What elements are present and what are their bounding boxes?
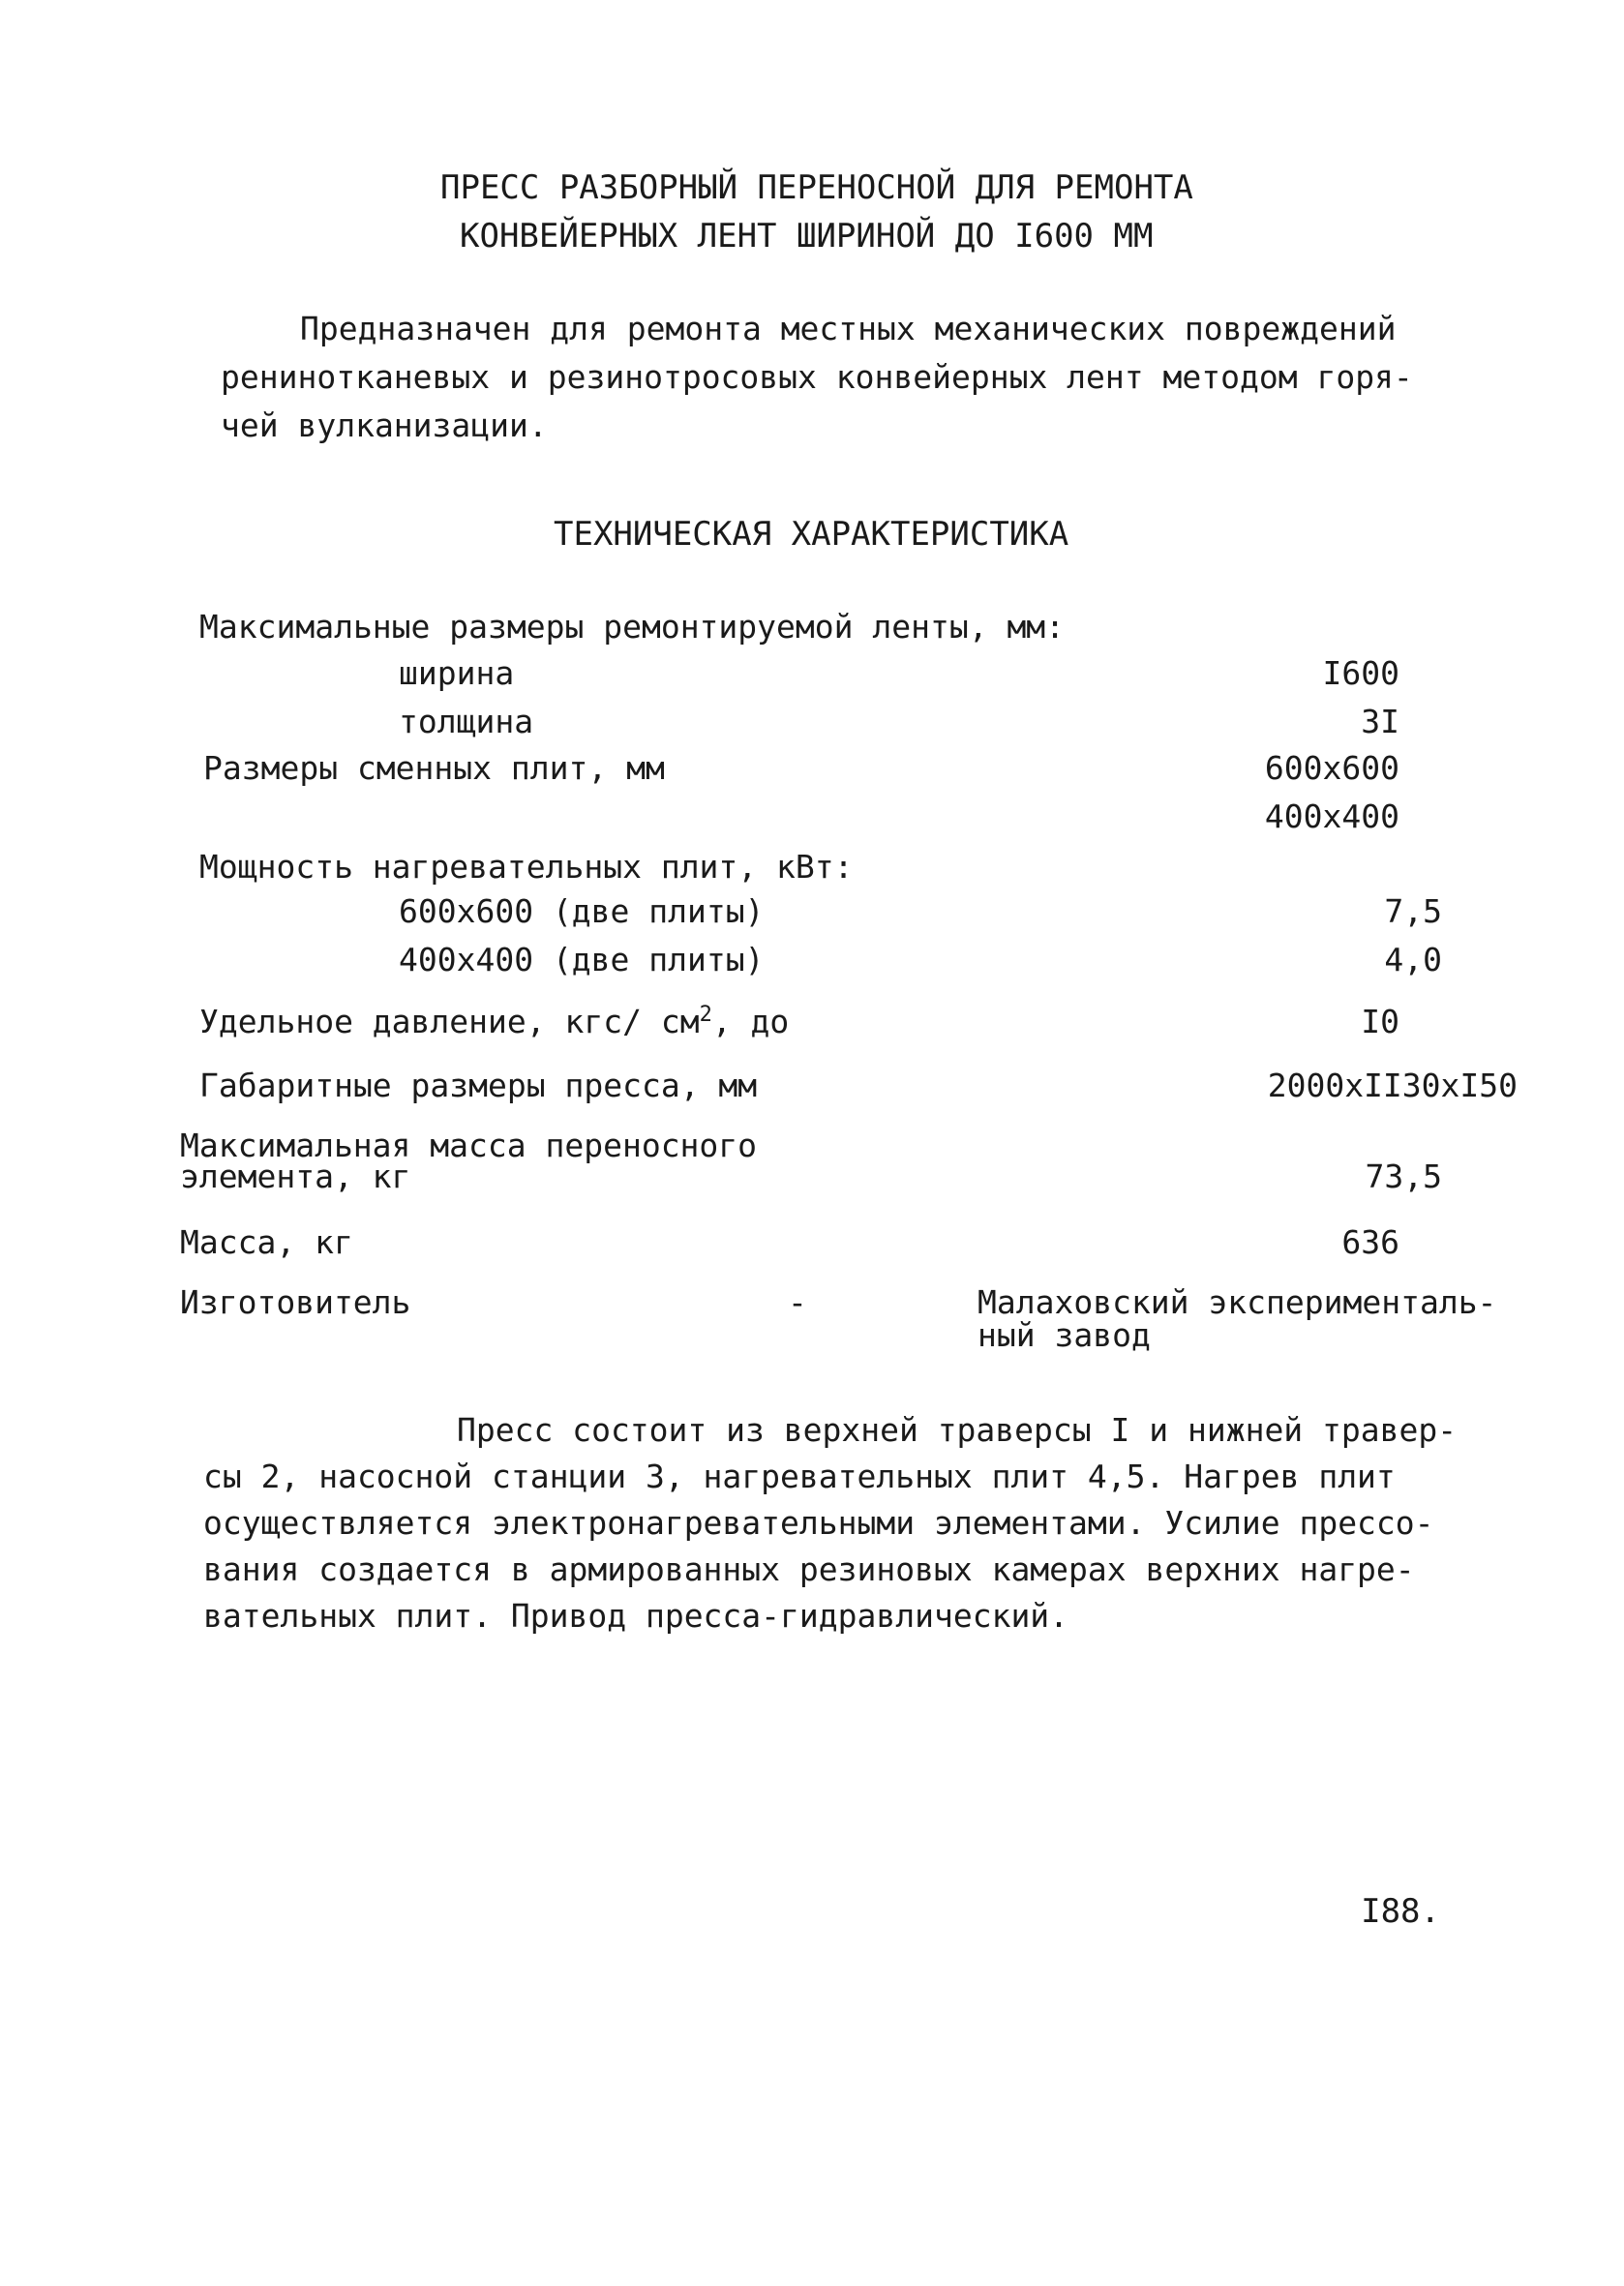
spec-maker-value-2: ный завод bbox=[977, 1316, 1151, 1354]
intro-line-3: чей вулканизации. bbox=[221, 406, 548, 444]
spec-power-400-value: 4,0 bbox=[1384, 941, 1442, 978]
title-line-2: КОНВЕЙЕРНЫХ ЛЕНТ ШИРИНОЙ ДО I600 ММ bbox=[460, 217, 1154, 256]
spec-maker-dash: - bbox=[788, 1283, 807, 1321]
spec-thickness-value: 3I bbox=[1361, 703, 1399, 740]
spec-pressure-label-post: , до bbox=[711, 1003, 790, 1040]
description-line-4: вания создается в армированных резиновых камерах верхних нагре- bbox=[203, 1550, 1415, 1588]
spec-maker-label: Изготовитель bbox=[180, 1283, 411, 1321]
section-heading: ТЕХНИЧЕСКАЯ ХАРАКТЕРИСТИКА bbox=[554, 515, 1069, 554]
intro-line-2: ренинотканевых и резинотросовых конвейерных лент методом горя- bbox=[221, 358, 1413, 396]
spec-pressure-value: I0 bbox=[1361, 1003, 1399, 1040]
spec-max-mass-label-2: элемента, кг bbox=[180, 1158, 411, 1195]
spec-width-value: I600 bbox=[1322, 654, 1399, 692]
spec-power-600-value: 7,5 bbox=[1384, 892, 1442, 930]
spec-pressure-label-pre: Удельное давление, кгс/ см bbox=[199, 1003, 700, 1040]
spec-max-mass-label-1: Максимальная масса переносного bbox=[180, 1127, 758, 1164]
spec-plates-label: Размеры сменных плит, мм bbox=[203, 749, 665, 787]
spec-overall-value: 2000хII30хI50 bbox=[1267, 1067, 1518, 1104]
description-line-1: Пресс состоит из верхней траверсы I и нижней травер- bbox=[457, 1411, 1458, 1449]
intro-line-1: Предназначен для ремонта местных механических повреждений bbox=[300, 310, 1397, 347]
spec-thickness-label: толщина bbox=[399, 703, 534, 740]
spec-width-label: ширина bbox=[399, 654, 515, 692]
spec-maker-value-1: Малаховский эксперименталь- bbox=[977, 1283, 1497, 1321]
spec-mass-value: 636 bbox=[1341, 1223, 1399, 1261]
spec-max-dims-label: Максимальные размеры ремонтируемой ленты, мм: bbox=[199, 608, 1066, 646]
description-line-5: вательных плит. Привод пресса-гидравлический. bbox=[203, 1597, 1069, 1635]
spec-power-600-label: 600х600 (две плиты) bbox=[399, 892, 765, 930]
description-line-2: сы 2, насосной станции 3, нагревательных плит 4,5. Нагрев плит bbox=[203, 1458, 1396, 1495]
spec-plates-value-1: 600х600 bbox=[1264, 749, 1399, 787]
spec-plates-value-2: 400х400 bbox=[1264, 797, 1399, 835]
spec-mass-label: Масса, кг bbox=[180, 1223, 353, 1261]
page-number: I88. bbox=[1361, 1892, 1440, 1931]
spec-pressure-label bbox=[199, 1003, 789, 1040]
spec-power-400-label: 400х400 (две плиты) bbox=[399, 941, 765, 978]
spec-power-label: Мощность нагревательных плит, кВт: bbox=[199, 848, 854, 886]
spec-pressure-sup: 2 bbox=[699, 1003, 712, 1027]
description-line-3: осуществляется электронагревательными элементами. Усилие прессо- bbox=[203, 1504, 1434, 1542]
title-line-1: ПРЕСС РАЗБОРНЫЙ ПЕРЕНОСНОЙ ДЛЯ РЕМОНТА bbox=[440, 168, 1193, 207]
spec-overall-label: Габаритные размеры пресса, мм bbox=[199, 1067, 758, 1104]
spec-max-mass-value: 73,5 bbox=[1365, 1158, 1442, 1195]
